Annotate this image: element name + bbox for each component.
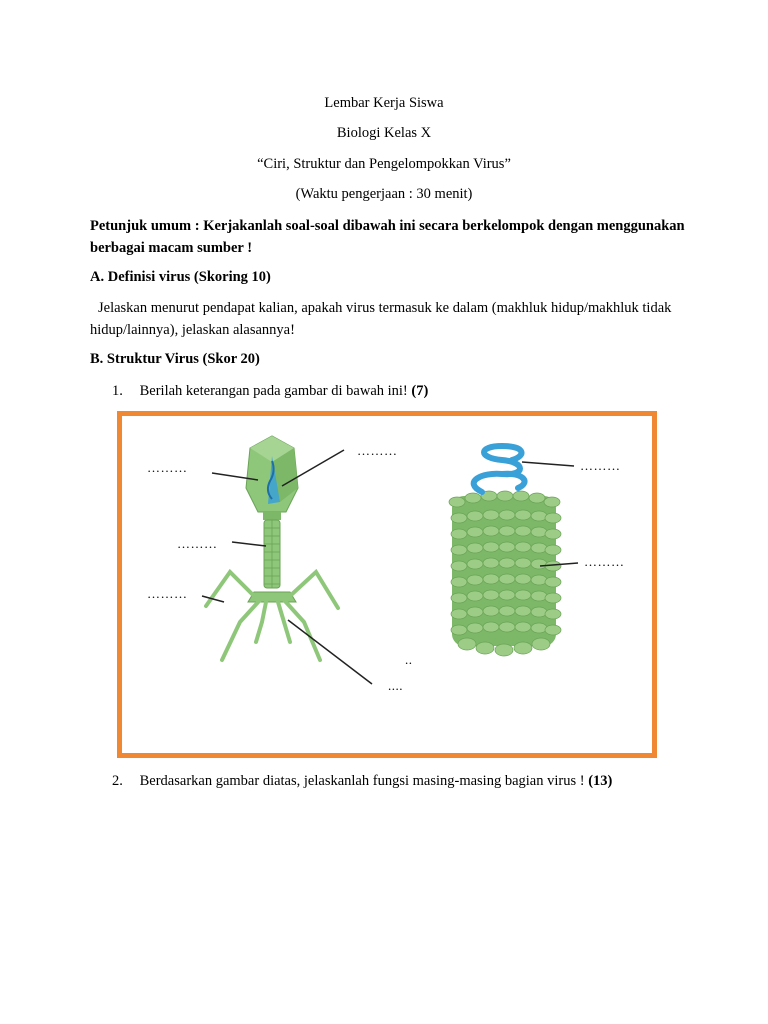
question-1 [112,380,712,402]
question-2-score: (13) [588,773,613,789]
worksheet-title: Lembar Kerja Siswa [324,95,444,111]
section-a-text: Jelaskan menurut pendapat kalian, apakah virus termasuk ke dalam (makhluk hidup/makhluk tidak hidup/lainnya), jelaskan alasannya! [90,300,672,338]
label-blank-rna: ……… [580,458,621,473]
label-blank-base-plate: .. [405,652,413,667]
section-a-question [90,297,690,341]
bacteriophage-drawing [206,436,338,660]
question-1-text: Berilah keterangan pada gambar di bawah ini! [139,383,408,399]
label-blank-capsid: ……… [584,554,625,569]
virus-illustration [122,416,652,753]
label-blank-base-plate-2: .... [388,678,403,693]
question-2 [112,770,712,792]
section-a-heading: A. Definisi virus (Skoring 10) [90,269,271,285]
topic-line: “Ciri, Struktur dan Pengelompokkan Virus” [257,156,511,172]
rod-virus-drawing [449,446,561,656]
general-instructions: Petunjuk umum : Kerjakanlah soal-soal dibawah ini secara berkelompok dengan menggunakan berbagai macam sumber ! [90,218,685,256]
question-1-number: 1. [112,383,123,399]
question-2-number: 2. [112,773,123,789]
label-blank-head: ……… [147,460,188,475]
virus-figure-frame [117,411,657,758]
label-blank-tail-fiber: ……… [147,586,188,601]
subject-line: Biologi Kelas X [336,125,432,141]
label-blank-nucleic-acid: ……… [357,443,398,458]
question-2-text: Berdasarkan gambar diatas, jelaskanlah fungsi masing-masing bagian virus ! [139,773,585,789]
label-blank-tail: ……… [177,536,218,551]
section-b-heading: B. Struktur Virus (Skor 20) [90,351,260,367]
time-limit: (Waktu pengerjaan : 30 menit) [295,186,473,202]
question-1-score: (7) [411,383,429,399]
